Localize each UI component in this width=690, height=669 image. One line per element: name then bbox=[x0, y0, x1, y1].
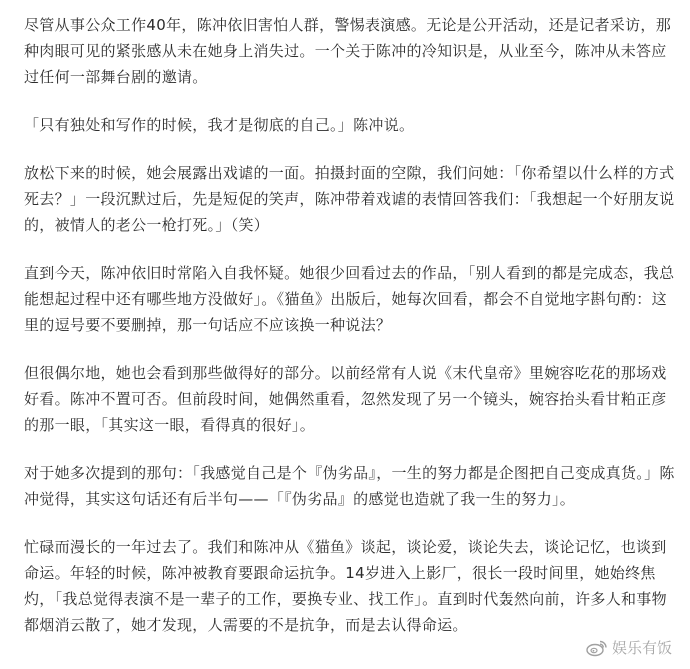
article-paragraph-4: 直到今天，陈冲依旧时常陷入自我怀疑。她很少回看过去的作品，「别人看到的都是完成态，我总能想起过程中还有哪些地方没做好」。《猫鱼》出版后，她每次回看，都会不自觉地字斟句酌：这里的逗号要不要删掉，那一句话应不应该换一种说法？ bbox=[24, 264, 675, 334]
article-paragraph-6: 对于她多次提到的那句：「我感觉自己是个『伪劣品』，一生的努力都是企图把自己变成真货。」陈冲觉得，其实这句话还有后半句——「『伪劣品』的感觉也造就了我一生的努力」。 bbox=[24, 464, 675, 508]
article-paragraph-7: 忙碌而漫长的一年过去了。我们和陈冲从《猫鱼》谈起，谈论爱，谈论失去，谈论记忆，也谈到命运。年轻的时候，陈冲被教育要跟命运抗争。14岁进入上影厂，很长一段时间里，她始终焦灼，「我总觉得表演不是一辈子的工作，要换专业、找工作」。直到时代轰然向前，许多人和事物都烟消云散了，她才发现，人需要的不是抗争，而是去认得命运。 bbox=[24, 538, 667, 634]
watermark-text: 娱乐有饭 bbox=[611, 639, 672, 657]
article-paragraph-1: 尽管从事公众工作40年，陈冲依旧害怕人群，警惕表演感。无论是公开活动，还是记者采访，那种肉眼可见的紧张感从未在她身上消失过。一个关于陈冲的冷知识是，从业至今，陈冲从未答应过任何一部舞台剧的邀请。 bbox=[24, 16, 671, 86]
article-paragraph-3: 放松下来的时候，她会展露出戏谑的一面。拍摄封面的空隙，我们问她：「你希望以什么样的方式死去？」一段沉默过后，先是短促的笑声，陈冲带着戏谑的表情回答我们：「我想起一个好朋友说的，被情人的老公一枪打死。」（笑） bbox=[24, 164, 675, 234]
article-paragraph-2: 「只有独处和写作的时候，我才是彻底的自己。」陈冲说。 bbox=[24, 116, 415, 134]
article-paragraph-5: 但很偶尔地，她也会看到那些做得好的部分。以前经常有人说《末代皇帝》里婉容吃花的那场戏好看。陈冲不置可否。但前段时间，她偶然重看，忽然发现了另一个镜头，婉容抬头看甘粕正彦的那一眼，「其实这一眼，看得真的很好」。 bbox=[24, 364, 667, 434]
